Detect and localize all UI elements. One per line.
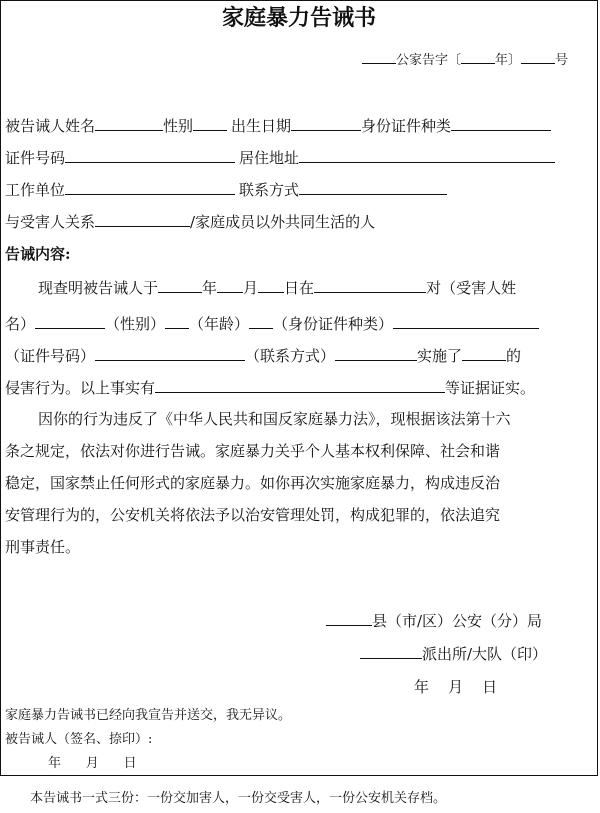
doc-no-year-sep: 年〕 — [495, 53, 522, 68]
p2-lead: 名） — [5, 315, 36, 333]
body-line-3 — [5, 345, 521, 366]
address-blank[interactable] — [299, 147, 555, 163]
body-line-2 — [5, 313, 539, 334]
content-heading: 告诫内容: — [5, 245, 71, 263]
incident-month-blank[interactable] — [217, 277, 243, 293]
label-id-no: 证件号码 — [5, 149, 66, 167]
p3-done-label: 实施了 — [417, 347, 463, 365]
victim-id-no-blank[interactable] — [95, 345, 245, 361]
id-type-blank[interactable] — [451, 115, 551, 131]
receipt-statement: 家庭暴力告诫书已经向我宣告并送交，我无异议。 — [5, 708, 292, 723]
p2-age-label: （年龄） — [189, 315, 250, 333]
incident-place-blank[interactable] — [314, 277, 426, 293]
station-label: 派出所/大队（印） — [422, 645, 548, 663]
info-row-1 — [5, 115, 551, 136]
para2-line-4: 安管理行为的，公安机关将依法予以治安管理处罚，构成犯罪的，依法追究 — [5, 506, 501, 524]
info-row-4 — [5, 211, 375, 232]
info-row-3 — [5, 179, 447, 200]
label-workplace: 工作单位 — [5, 181, 66, 199]
label-address: 居住地址 — [239, 149, 300, 167]
victim-contact-blank[interactable] — [335, 345, 417, 361]
doc-serial-blank[interactable] — [521, 48, 555, 64]
p1-to-label: 对（受害人姓 — [426, 279, 517, 297]
label-id-type: 身份证件种类 — [361, 117, 452, 135]
signoff-bureau — [326, 610, 542, 631]
label-contact: 联系方式 — [239, 181, 300, 199]
label-gender: 性别 — [163, 117, 194, 135]
dob-blank[interactable] — [291, 115, 361, 131]
p3-contact-label: （联系方式） — [245, 347, 336, 365]
receipt-date: 年 月 日 — [48, 756, 137, 771]
label-dob: 出生日期 — [231, 117, 292, 135]
name-blank[interactable] — [95, 115, 163, 131]
victim-name-blank[interactable] — [35, 313, 105, 329]
victim-id-type-blank[interactable] — [393, 313, 539, 329]
doc-agency-blank[interactable] — [362, 48, 396, 64]
incident-day-blank[interactable] — [258, 277, 284, 293]
p1-month-label: 月 — [243, 279, 259, 297]
relation-suffix: /家庭成员以外共同生活的人 — [190, 213, 376, 231]
victim-age-blank[interactable] — [249, 313, 273, 329]
victim-gender-blank[interactable] — [165, 313, 189, 329]
signoff-station — [360, 643, 547, 664]
body-line-4 — [5, 377, 535, 398]
para2-line-3: 稳定，国家禁止任何形式的家庭暴力。如你再次实施家庭暴力，构成违反治 — [5, 474, 501, 492]
label-relation: 与受害人关系 — [5, 213, 96, 231]
signoff-date: 年 月 日 — [414, 678, 498, 696]
station-blank[interactable] — [360, 643, 422, 659]
p4-lead: 侵害行为。以上事实有 — [5, 379, 156, 397]
p4-tail: 等证据证实。 — [445, 379, 536, 397]
doc-year-blank[interactable] — [461, 48, 495, 64]
p3-lead: （证件号码） — [5, 347, 96, 365]
para2-line-5: 刑事责任。 — [5, 538, 81, 556]
document-title: 家庭暴力告诫书 — [221, 5, 376, 31]
workplace-blank[interactable] — [65, 179, 235, 195]
document-number — [362, 48, 568, 71]
para2-line-1: 因你的行为违反了《中华人民共和国反家庭暴力法》，现根据该法第十六 — [38, 410, 511, 428]
receipt-signer[interactable]: 被告诫人（签名、捺印）: — [5, 732, 153, 747]
county-blank[interactable] — [326, 610, 372, 626]
doc-no-suffix: 号 — [555, 53, 569, 68]
info-row-2 — [5, 147, 555, 168]
contact-blank[interactable] — [299, 179, 447, 195]
p1-lead: 现查明被告诫人于 — [38, 279, 159, 297]
incident-year-blank[interactable] — [158, 277, 202, 293]
p1-year-label: 年 — [202, 279, 218, 297]
body-line-1 — [38, 277, 516, 298]
para2-line-2: 条之规定，依法对你进行告诫。家庭暴力关乎个人基本权利保障、社会和谐 — [5, 442, 501, 460]
relation-blank[interactable] — [95, 211, 190, 227]
evidence-blank[interactable] — [155, 377, 445, 393]
id-no-blank[interactable] — [65, 147, 235, 163]
p2-id-label: （身份证件种类） — [273, 315, 394, 333]
violation-blank[interactable] — [462, 345, 506, 361]
doc-no-prefix: 公家告字〔 — [396, 53, 462, 68]
gender-blank[interactable] — [193, 115, 227, 131]
p2-gender-label: （性别） — [105, 315, 166, 333]
p1-day-label: 日在 — [284, 279, 315, 297]
label-name: 被告诫人姓名 — [5, 117, 96, 135]
p3-de-label: 的 — [506, 347, 522, 365]
footnote: 本告诫书一式三份：一份交加害人，一份交受害人，一份公安机关存档。 — [30, 791, 447, 806]
bureau-label: 县（市/区）公安（分）局 — [372, 612, 543, 630]
